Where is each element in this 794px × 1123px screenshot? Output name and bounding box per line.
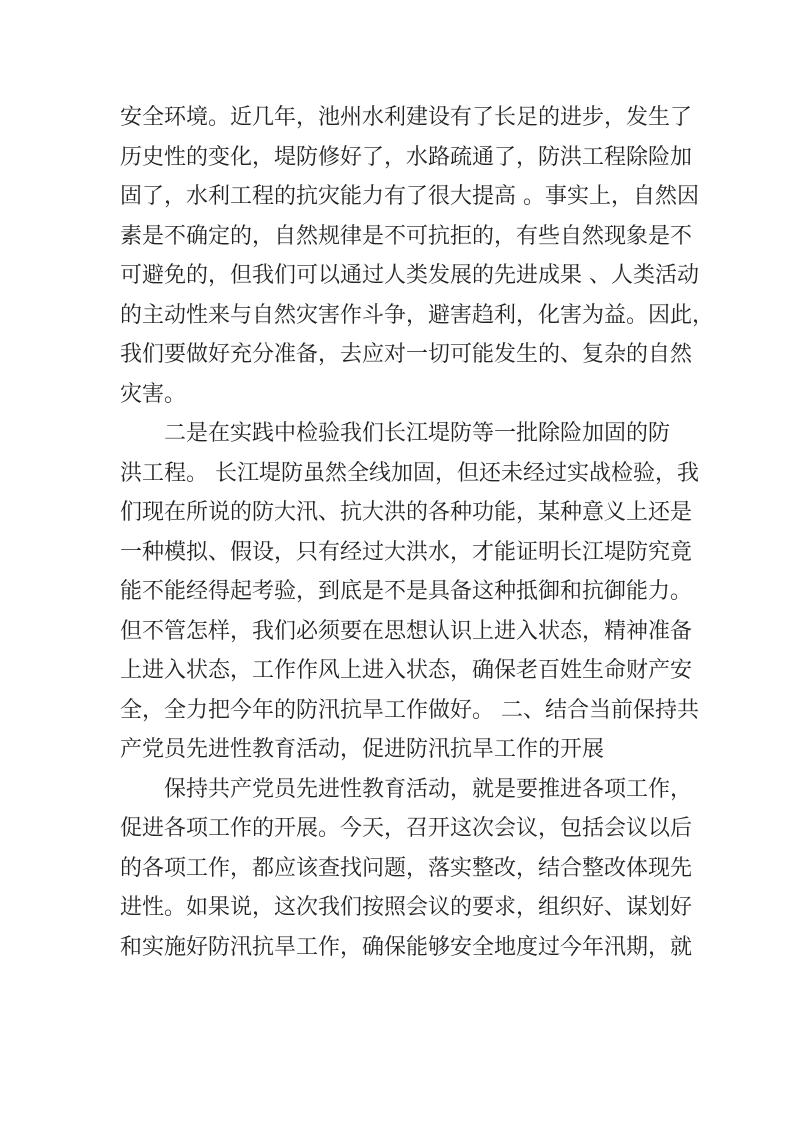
text-line: 灾害。 — [120, 381, 187, 407]
text-line: 我们要做好充分准备，去应对一切可能发生的、复杂的自然 — [120, 342, 693, 367]
text-line: 和实施好防汛抗旱工作，确保能够安全地度过今年汛期，就 — [120, 934, 693, 960]
text-line: 的各项工作，都应该查找问题，落实整改，结合整改体现先 — [120, 855, 693, 881]
text-line: 历史性的变化，堤防修好了，水路疏通了，防洪工程除险加 — [120, 144, 693, 170]
text-line: 安全环境。近几年，池州水利建设有了长足的进步，发生了 — [120, 105, 693, 130]
text-line: 促进各项工作的开展。今天，召开这次会议，包括会议以后 — [120, 816, 693, 841]
paragraph-start-line: 保持共产党员先进性教育活动，就是要推进各项工作， — [164, 776, 693, 802]
text-line: 能不能经得起考验，到底是不是具备这种抵御和抗御能力。 — [120, 579, 693, 604]
text-line: 全，全力把今年的防汛抗旱工作做好。 二、结合当前保持共 — [120, 697, 699, 723]
text-line: 一种模拟、假设，只有经过大洪水，才能证明长江堤防究竟 — [120, 539, 693, 565]
text-line: 上进入状态，工作作风上进入状态，确保老百姓生命财产安 — [120, 658, 693, 683]
text-line: 进性。如果说，这次我们按照会议的要求，组织好、谋划好 — [120, 895, 693, 920]
text-line: 但不管怎样，我们必须要在思想认识上进入状态，精神准备 — [120, 618, 693, 644]
text-line: 们现在所说的防大汛、抗大洪的各种功能，某种意义上还是 — [120, 500, 693, 525]
paragraph-start-line: 二是在实践中检验我们长江堤防等一批除险加固的防 — [164, 421, 671, 446]
text-line: 固了，水利工程的抗灾能力有了很大提高 。事实上，自然因 — [120, 184, 699, 209]
body-text — [120, 98, 715, 967]
text-line: 洪工程。 长江堤防虽然全线加固，但还未经过实战检验，我 — [120, 460, 699, 486]
section-heading-line: 产党员先进性教育活动，促进防汛抗旱工作的开展 — [120, 737, 605, 762]
text-line: 的主动性来与自然灾害作斗争，避害趋利，化害为益。因此， — [120, 302, 715, 328]
text-line: 可避免的，但我们可以通过人类发展的先进成果 、人类活动 — [120, 263, 699, 288]
text-line: 素是不确定的，自然规律是不可抗拒的，有些自然现象是不 — [120, 223, 693, 249]
